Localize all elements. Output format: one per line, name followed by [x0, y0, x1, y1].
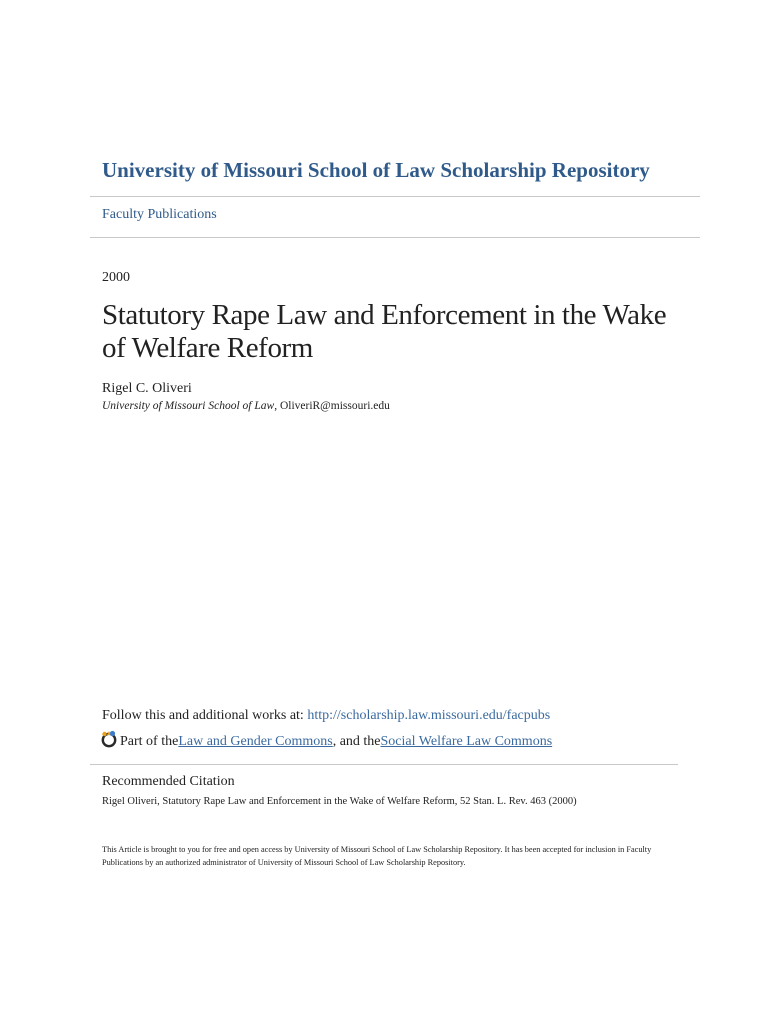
- commons-line: [100, 730, 552, 753]
- publication-year: 2000: [102, 270, 130, 285]
- citation-text: Rigel Oliveri, Statutory Rape Law and Enforcement in the Wake of Welfare Reform, 52 Stan. L. Rev. 463 (2000): [102, 796, 577, 807]
- repository-title-link[interactable]: University of Missouri School of Law Scholarship Repository: [102, 158, 650, 182]
- commons-separator: , and the: [332, 733, 381, 749]
- access-notice: This Article is brought to you for free and open access by University of Missouri School of Law Scholarship Repository. It has been accepted for inclusion in Faculty Publications by an authorized administrator of University of Missouri School of Law Scholarship Repository.: [102, 845, 652, 867]
- divider-bottom: [90, 764, 678, 765]
- article-title: Statutory Rape Law and Enforcement in the Wake of Welfare Reform: [102, 299, 667, 364]
- follow-line: [102, 708, 550, 724]
- facpubs-url-link[interactable]: http://scholarship.law.missouri.edu/facpubs: [307, 708, 551, 723]
- recommended-citation-heading: Recommended Citation: [102, 774, 235, 789]
- author-affiliation: University of Missouri School of Law, OliveriR@missouri.edu: [102, 400, 390, 412]
- commons-prefix: Part of the: [120, 733, 179, 749]
- author-email: OliveriR@missouri.edu: [279, 400, 390, 412]
- divider-middle: [90, 237, 700, 238]
- divider-top: [90, 196, 700, 197]
- bepress-commons-icon: [100, 730, 120, 753]
- follow-label: Follow this and additional works at:: [102, 708, 308, 723]
- social-welfare-commons-link[interactable]: Social Welfare Law Commons: [380, 733, 553, 749]
- author-name: Rigel C. Oliveri: [102, 381, 192, 396]
- law-gender-commons-link[interactable]: Law and Gender Commons: [178, 733, 333, 749]
- affiliation-name: University of Missouri School of Law: [102, 400, 275, 412]
- collection-link[interactable]: Faculty Publications: [102, 207, 217, 222]
